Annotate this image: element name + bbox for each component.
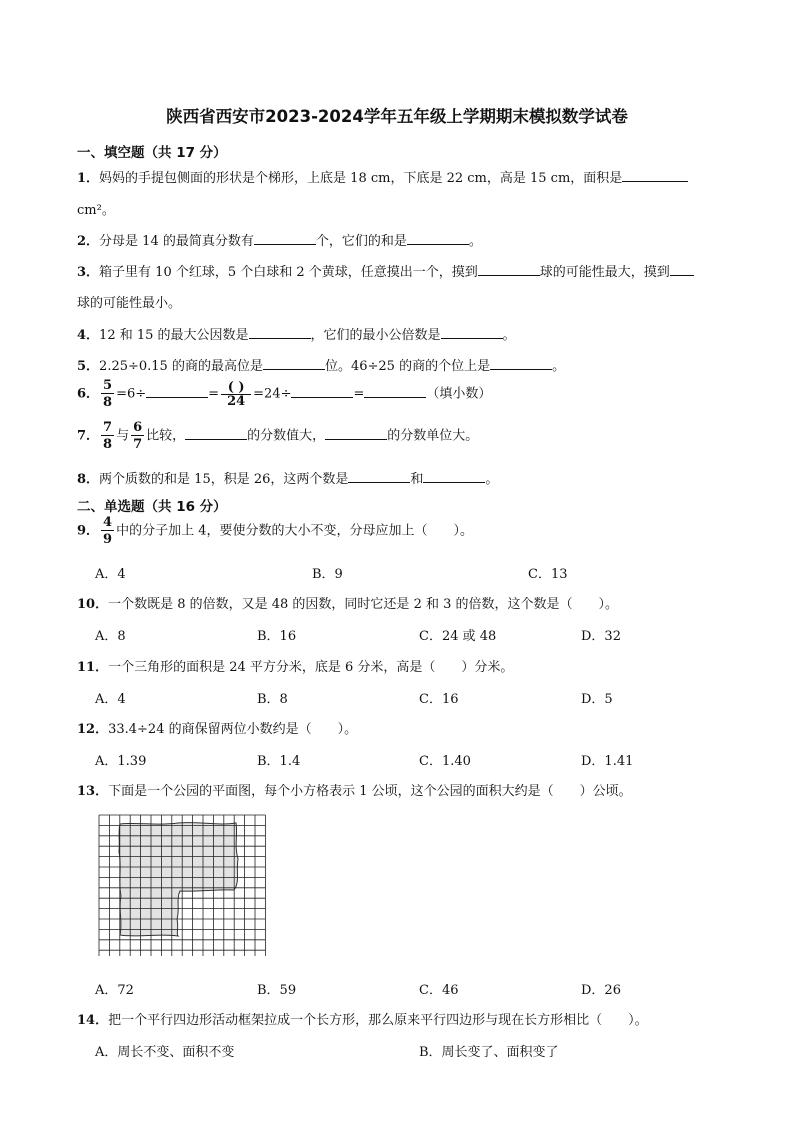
question-text: 位。46÷25 的商的个位上是 [324,359,491,374]
question-text: 。 [485,472,499,487]
answer-blank[interactable] [670,264,694,276]
answer-blank[interactable] [478,264,540,276]
question-9 [77,516,473,546]
question-number: 12． [77,722,109,737]
fraction: $\frac{( )}{24}$ [221,381,251,408]
question-text: 的分数值大， [247,428,326,444]
question-4 [77,324,516,343]
question-text: 箱子里有 10 个红球，5 个白球和 2 个黄球，任意摸出一个，摸到 [99,265,478,280]
question-13 [77,780,632,799]
question-text: 的分数单位大。 [387,428,479,444]
option-a[interactable]: A．8 [95,629,126,644]
question-text: 中的分子加上 4，要使分数的大小不变，分母应加上（ ）。 [116,523,473,539]
question-text: 下面是一个公园的平面图，每个小方格表示 1 公顷，这个公园的面积大约是（ ）公顷。 [108,784,632,799]
question-text: 个，它们的和是 [315,234,407,249]
question-text: 和 [410,472,424,487]
question-5 [77,355,565,374]
question-number: 1． [77,171,100,186]
answer-blank[interactable] [291,386,353,398]
option-b[interactable]: B．1.4 [257,754,301,769]
question-text: 。 [552,359,566,374]
question-text: = [353,386,365,402]
question-text: 一个数既是 8 的倍数，又是 48 的因数，同时它还是 2 和 3 的倍数，这个数是（ ）。 [108,597,619,612]
answer-blank[interactable] [441,327,503,339]
option-c[interactable]: C．1.40 [419,754,471,769]
question-text: 。 [468,234,482,249]
option-c[interactable]: C．24 或 48 [419,629,497,644]
question-text: 分母是 14 的最简真分数有 [99,234,254,249]
question-text: 一个三角形的面积是 24 平方分米，底是 6 分米，高是（ ）分米。 [108,660,514,675]
question-text: 球的可能性最大，摸到 [539,265,670,280]
question-text: =6÷ [116,386,147,402]
option-a[interactable]: A．1.39 [95,754,147,769]
question-number: 7． [77,428,100,444]
option-c[interactable]: C．16 [419,692,459,707]
question-2 [77,230,482,249]
answer-blank[interactable] [254,233,316,245]
option-b[interactable]: B．59 [257,983,297,998]
question-text: =24÷ [253,386,292,402]
question-number: 13． [77,784,109,799]
park-grid-figure [98,814,268,956]
option-b[interactable]: B．9 [312,567,343,582]
option-c[interactable]: C．46 [419,983,459,998]
question-text: 妈妈的手提包侧面的形状是个梯形，上底是 18 cm，下底是 22 cm，高是 15 cm，面积是 [99,171,623,186]
question-8 [77,468,498,487]
fraction: $\frac{6}{7}$ [133,420,143,452]
question-number: 2． [77,234,100,249]
question-1 [77,167,688,186]
question-number: 10． [77,597,109,612]
question-number: 3． [77,265,100,280]
answer-blank[interactable] [490,358,552,370]
option-d[interactable]: D．5 [581,692,613,707]
question-number: 14． [77,1013,109,1028]
answer-blank[interactable] [249,327,311,339]
question-3 [77,261,694,280]
option-b[interactable]: B．周长变了、面积变了 [419,1045,559,1060]
question-7 [77,421,478,451]
page-title: 陕西省西安市2023-2024学年五年级上学期期末模拟数学试卷 [166,107,628,126]
fraction: $\frac{4}{9}$ [103,515,113,547]
question-11 [77,656,513,675]
question-number: 11． [77,660,109,675]
answer-blank[interactable] [407,233,469,245]
answer-blank[interactable] [622,170,688,182]
question-text: 两个质数的和是 15，积是 26，这两个数是 [99,472,349,487]
option-a[interactable]: A．4 [95,567,126,582]
answer-blank[interactable] [325,428,387,440]
option-a[interactable]: A．4 [95,692,126,707]
option-a[interactable]: A．周长不变、面积不变 [95,1045,235,1060]
option-d[interactable]: D．26 [581,983,621,998]
answer-blank[interactable] [185,428,247,440]
answer-blank[interactable] [348,471,410,483]
question-text: ，它们的最小公倍数是 [310,328,441,343]
question-3-cont: 球的可能性最小。 [77,296,182,311]
question-text: 2.25÷0.15 的商的最高位是 [99,359,263,374]
option-c[interactable]: C．13 [528,567,568,582]
question-number: 9． [77,523,100,539]
question-text: 33.4÷24 的商保留两位小数约是（ ）。 [108,722,358,737]
question-text: 把一个平行四边形活动框架拉成一个长方形，那么原来平行四边形与现在长方形相比（ ）。 [108,1013,648,1028]
question-number: 8． [77,472,100,487]
question-text: 12 和 15 的最大公因数是 [99,328,249,343]
answer-blank[interactable] [423,471,485,483]
option-a[interactable]: A．72 [95,983,134,998]
answer-blank[interactable] [364,386,426,398]
question-text: = [208,386,220,402]
question-number: 6． [77,386,100,402]
question-1-unit: cm²。 [77,203,115,218]
option-d[interactable]: D．1.41 [581,754,634,769]
question-text: 与 [116,428,130,444]
question-text: 比较， [146,428,186,444]
answer-blank[interactable] [146,386,208,398]
question-6 [77,379,491,409]
question-number: 4． [77,328,100,343]
fraction: $\frac{5}{8}$ [103,378,113,410]
section-heading-single-choice: 二、单选题（共 16 分） [77,499,227,515]
fraction: $\frac{7}{8}$ [103,420,113,452]
section-heading-fill-blank: 一、填空题（共 17 分） [77,145,227,161]
question-14 [77,1009,648,1028]
question-text: （填小数） [426,386,492,402]
option-b[interactable]: B．16 [257,629,297,644]
answer-blank[interactable] [263,358,325,370]
option-d[interactable]: D．32 [581,629,621,644]
option-b[interactable]: B．8 [257,692,288,707]
question-10 [77,593,618,612]
question-number: 5． [77,359,100,374]
question-12 [77,718,357,737]
question-text: 。 [502,328,516,343]
